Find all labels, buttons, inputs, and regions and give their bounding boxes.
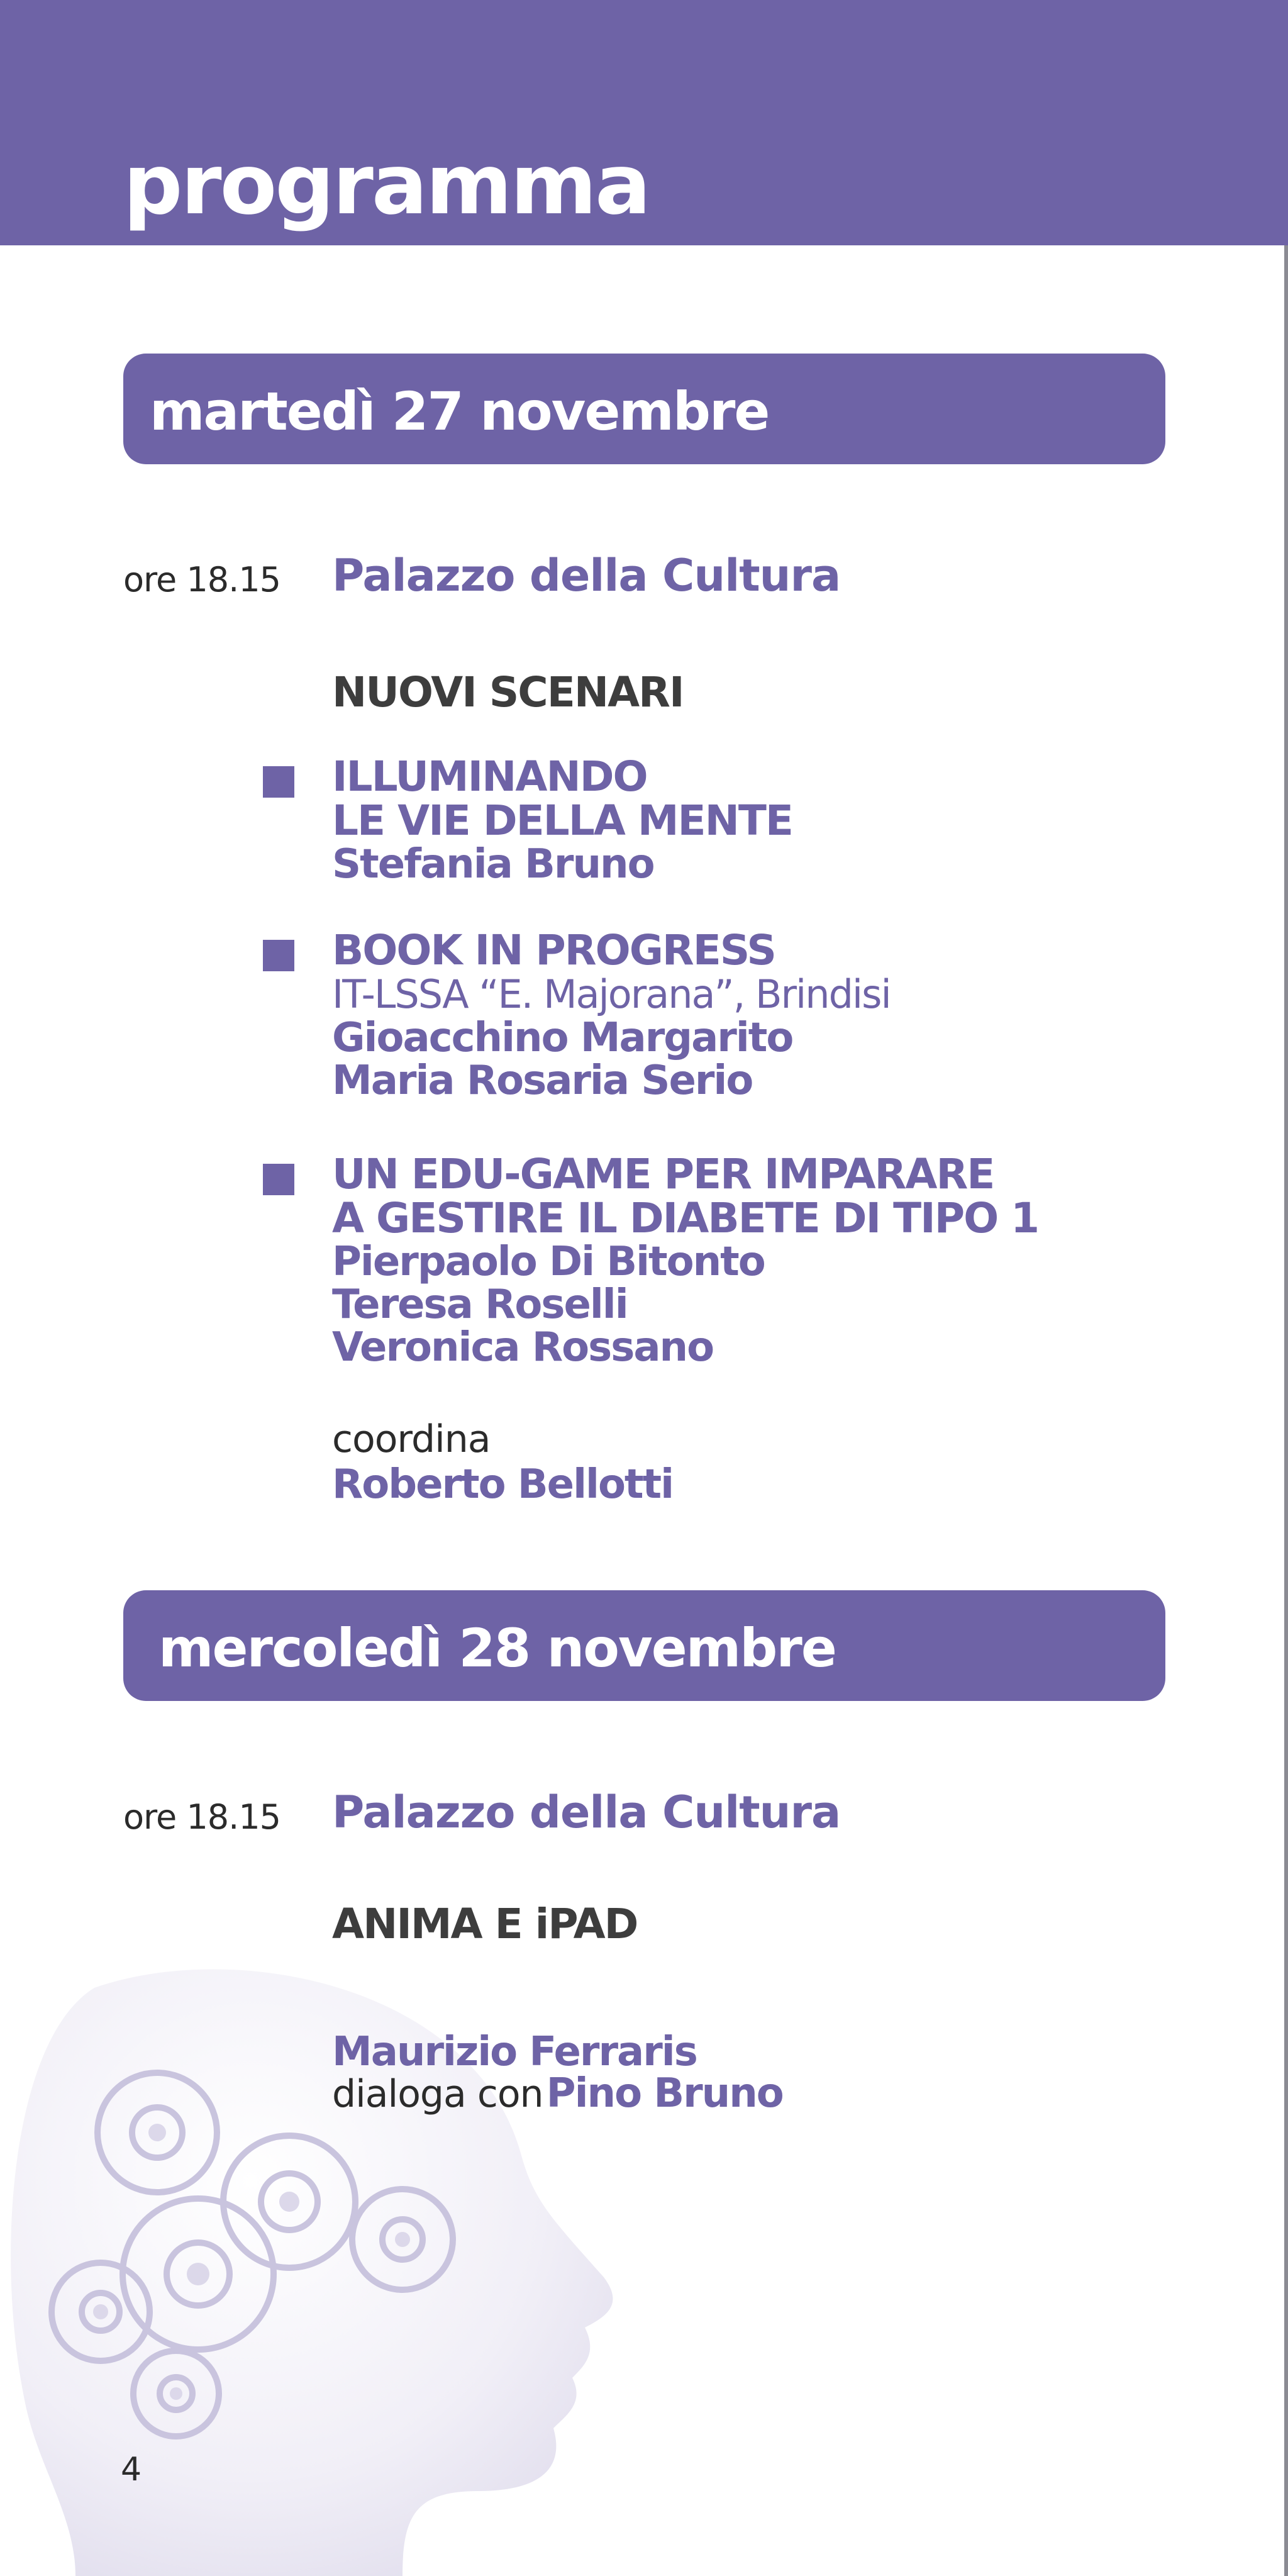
day-header-2	[123, 1590, 1165, 1701]
page-title: programma	[123, 137, 650, 233]
dialogue-label: dialoga con	[332, 2072, 543, 2116]
page-edge	[1284, 245, 1288, 2576]
day-header-1	[123, 354, 1165, 464]
bullet-1	[263, 766, 294, 798]
talk-3-person-1: Pierpaolo Di Bitonto	[332, 1239, 765, 1285]
talk-1-person-1: Stefania Bruno	[332, 841, 654, 888]
speaker-name: Maurizio Ferraris	[332, 2029, 697, 2075]
talk-2-person-2: Maria Rosaria Serio	[332, 1057, 753, 1104]
venue-1: Palazzo della Cultura	[332, 550, 841, 601]
day-label-1: martedì 27 novembre	[150, 381, 769, 442]
coordinator-name: Roberto Bellotti	[332, 1461, 674, 1508]
bullet-3	[263, 1164, 294, 1195]
coordinator-label: coordina	[332, 1417, 491, 1461]
dialogue-line	[332, 2070, 783, 2117]
talk-3	[332, 1152, 1038, 1369]
section-title-1: NUOVI SCENARI	[332, 668, 684, 716]
talk-1	[332, 752, 792, 888]
talk-3-title-line-2: A GESTIRE IL DIABETE DI TIPO 1	[332, 1194, 1039, 1242]
time-1: ore 18.15	[123, 560, 281, 599]
talk-2-institution: IT-LSSA “E. Majorana”, Brindisi	[332, 971, 891, 1017]
talk-3-person-2: Teresa Roselli	[332, 1281, 628, 1328]
time-2: ore 18.15	[123, 1797, 281, 1837]
dialogue-with: Pino Bruno	[546, 2070, 783, 2117]
talk-2	[332, 928, 891, 1102]
talk-3-title-line-1: UN EDU-GAME PER IMPARARE	[332, 1150, 994, 1198]
talk-3-person-3: Veronica Rossano	[332, 1324, 714, 1371]
venue-2: Palazzo della Cultura	[332, 1787, 841, 1838]
page-number: 4	[121, 2451, 142, 2489]
talk-1-title-line-2: LE VIE DELLA MENTE	[332, 796, 792, 845]
bullet-2	[263, 940, 294, 971]
day-label-2: mercoledì 28 novembre	[158, 1617, 836, 1679]
section-title-2: ANIMA E iPAD	[332, 1900, 638, 1948]
talk-1-title-line-1: ILLUMINANDO	[332, 752, 647, 801]
talk-2-title-line-1: BOOK IN PROGRESS	[332, 926, 775, 974]
talk-2-person-1: Gioacchino Margarito	[332, 1015, 793, 1061]
